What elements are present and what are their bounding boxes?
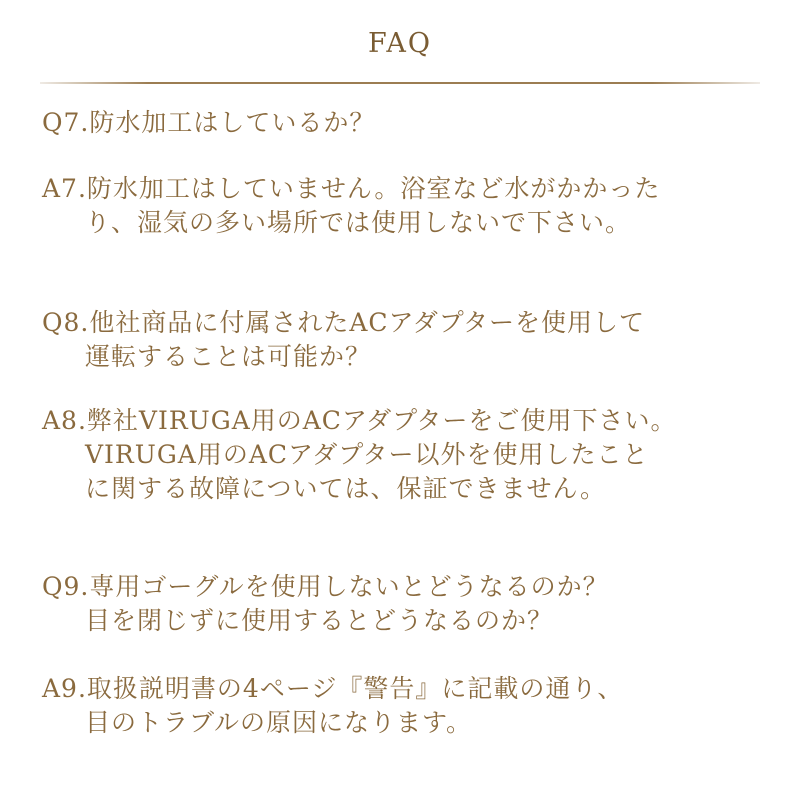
answer-7-line-2: り、湿気の多い場所では使用しないで下さい。 — [85, 208, 632, 237]
answer-8-line-3: に関する故障については、保証できません。 — [85, 474, 607, 503]
answer-7-line-1: A7.防水加工はしていません。浴室など水がかかった — [42, 174, 661, 203]
page-title: FAQ — [367, 28, 433, 59]
answer-9-line-1: A9.取扱説明書の4ページ『警告』に記載の通り、 — [42, 674, 624, 703]
question-8-line-1: Q8.他社商品に付属されたACアダプターを使用して — [42, 308, 646, 337]
question-8-line-2: 運転することは可能か？ — [85, 342, 372, 371]
question-9 — [42, 570, 782, 638]
question-8 — [42, 306, 782, 374]
question-9-line-2: 目を閉じずに使用するとどうなるのか？ — [85, 606, 554, 635]
answer-8 — [42, 404, 782, 506]
answer-7 — [42, 172, 782, 240]
answer-9 — [42, 672, 782, 740]
answer-8-line-1: A8.弊社VIRUGA用のACアダプターをご使用下さい。 — [42, 406, 677, 435]
question-9-line-1: Q9.専用ゴーグルを使用しないとどうなるのか？ — [42, 572, 609, 601]
question-7 — [42, 106, 782, 140]
answer-9-line-2: 目のトラブルの原因になります。 — [85, 708, 473, 737]
answer-8-line-2: VIRUGA用のACアダプター以外を使用したこと — [85, 440, 649, 469]
question-7-line-1: Q7.防水加工はしているか？ — [42, 108, 376, 137]
title-divider — [40, 82, 760, 84]
